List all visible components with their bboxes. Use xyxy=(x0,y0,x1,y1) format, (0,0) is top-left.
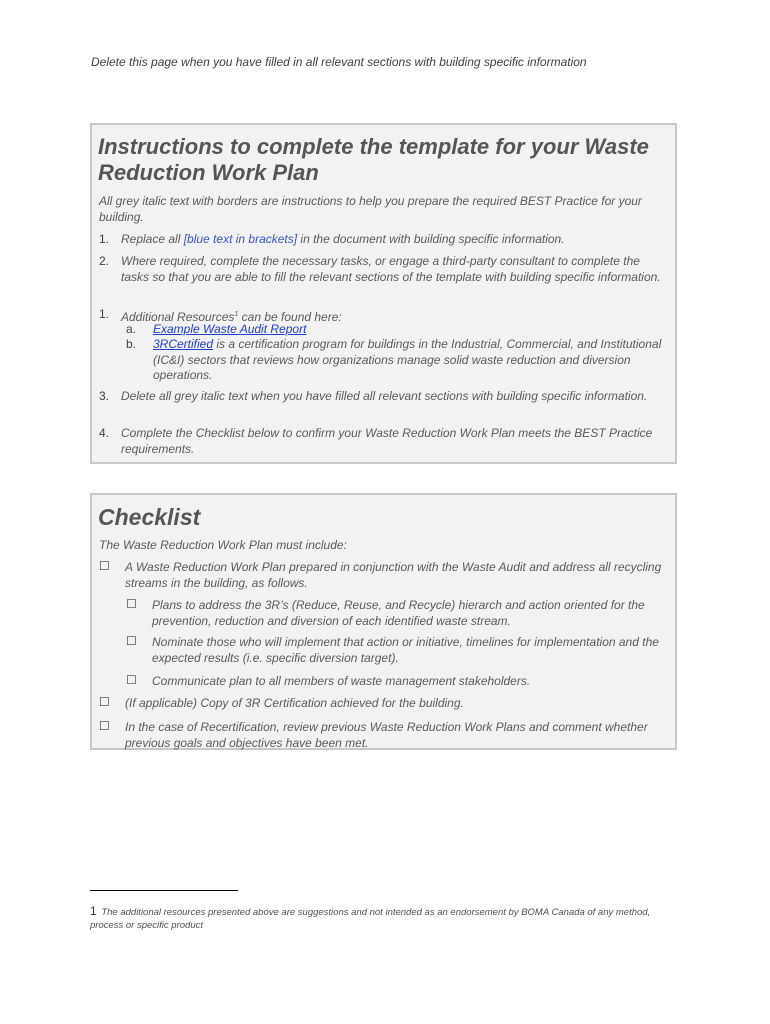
checklist-title: Checklist xyxy=(98,504,201,530)
checklist-item-2: (If applicable) Copy of 3R Certification achieved for the building. xyxy=(125,696,464,710)
footnote-number: 1 xyxy=(90,904,97,918)
step-2-number: 2. xyxy=(99,254,110,268)
checkbox-item-1b[interactable]: ☐ xyxy=(126,634,137,648)
checkbox-item-1a[interactable]: ☐ xyxy=(126,597,137,611)
footnote-reference: 1 xyxy=(234,311,239,318)
checkbox-item-1c[interactable]: ☐ xyxy=(126,673,137,687)
step-1-number: 1. xyxy=(99,232,110,246)
checkbox-item-2[interactable]: ☐ xyxy=(99,695,110,709)
checklist-item-1c: Communicate plan to all members of waste management stakeholders. xyxy=(152,674,531,688)
footnote-text: The additional resources presented above are suggestions and not intended as an endorsement by BOMA Canada of any method, process or specific product xyxy=(90,907,651,931)
instructions-intro: All grey italic text with borders are instructions to help you prepare the required BEST Practice for your building. xyxy=(99,194,642,224)
checkbox-item-1[interactable]: ☐ xyxy=(99,559,110,573)
checklist-intro: The Waste Reduction Work Plan must include: xyxy=(99,538,347,552)
step-4-text: Complete the Checklist below to confirm your Waste Reduction Work Plan meets the BEST Practice requirements. xyxy=(121,426,653,456)
checklist-item-1b: Nominate those who will implement that action or initiative, timelines for implementation and the expected results (i.e. specific diversion target). xyxy=(152,635,659,665)
delete-page-note: Delete this page when you have filled in all relevant sections with building specific information xyxy=(91,55,587,69)
blue-bracket-text: [blue text in brackets] xyxy=(183,232,298,246)
resource-a-letter: a. xyxy=(126,322,137,336)
step-2-text: Where required, complete the necessary tasks, or engage a third-party consultant to complete the tasks so that you are able to fill the relevant sections of the template with building specific information. xyxy=(121,254,661,284)
step-1-text: Replace all [blue text in brackets] in the document with building specific information. xyxy=(121,232,565,246)
step-resources-number: 1. xyxy=(99,307,110,321)
step-resources-text: Additional Resources$^1$ can be found here: xyxy=(121,310,342,324)
instructions-title: Instructions to complete the template for your Waste Reduction Work Plan xyxy=(98,134,649,185)
3rcertified-link[interactable]: 3RCertified xyxy=(153,337,214,351)
footnote xyxy=(90,905,670,932)
checklist-item-1a: Plans to address the 3R’s (Reduce, Reuse, and Recycle) hierarch and action oriented for the prevention, reduction and diversion of each identified waste stream. xyxy=(152,598,645,628)
step-3-number: 3. xyxy=(99,389,110,403)
step-4-number: 4. xyxy=(99,426,110,440)
step-3-text: Delete all grey italic text when you have filled all relevant sections with building specific information. xyxy=(121,389,648,403)
resource-b-letter: b. xyxy=(126,337,137,351)
example-waste-audit-report-link[interactable]: Example Waste Audit Report xyxy=(153,322,307,336)
checkbox-item-3[interactable]: ☐ xyxy=(99,719,110,733)
instructions-box xyxy=(90,123,677,464)
checklist-box xyxy=(90,493,677,750)
footnote-separator xyxy=(90,890,238,891)
checklist-item-1: A Waste Reduction Work Plan prepared in conjunction with the Waste Audit and address all recycling streams in the building, as follows. xyxy=(125,560,662,590)
checklist-item-3: In the case of Recertification, review previous Waste Reduction Work Plans and comment whether previous goals and objectives have been met. xyxy=(125,720,648,750)
resource-b-text: 3RCertified is a certification program for buildings in the Industrial, Commercial, and Institutional (IC&I) sectors that reviews how organizations manage solid waste reduction and diversion operations. xyxy=(153,337,662,382)
